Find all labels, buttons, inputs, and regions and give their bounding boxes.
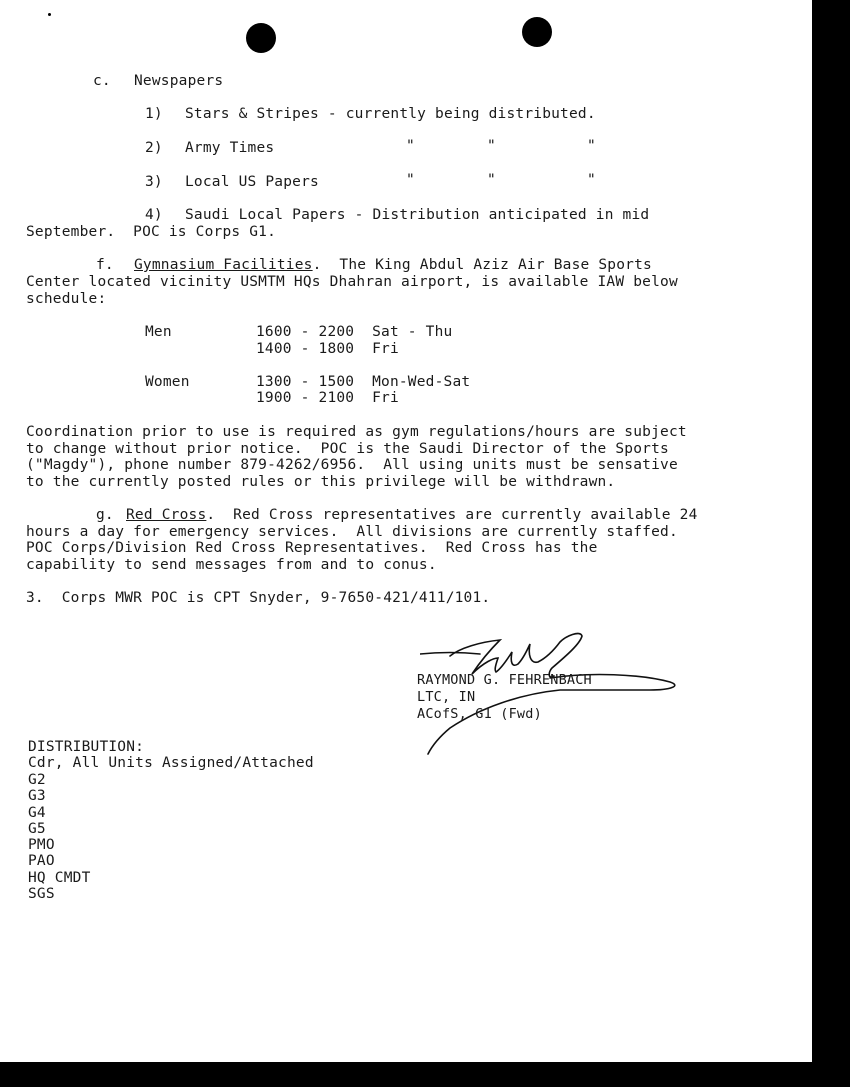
item-c2-text: Army Times <box>185 140 275 156</box>
distribution-entry: G3 <box>28 788 46 804</box>
item-f-line2: Center located vicinity USMTM HQs Dhahran airport, is available IAW below <box>26 274 678 290</box>
item-c1-number: 1) <box>145 106 163 122</box>
item-c2-number: 2) <box>145 140 163 156</box>
ditto-mark: " <box>406 138 415 154</box>
schedule-women-row1: 1300 - 1500 Mon-Wed-Sat <box>256 374 471 390</box>
item-g-line1 <box>126 507 698 523</box>
signer-name: RAYMOND G. FEHRENBACH <box>417 672 592 688</box>
distribution-entry: PMO <box>28 837 55 853</box>
paragraph-3: 3. Corps MWR POC is CPT Snyder, 9-7650-421/411/101. <box>26 590 491 606</box>
item-f-label: f. <box>96 257 114 273</box>
item-c4-line2: September. POC is Corps G1. <box>26 224 277 240</box>
distribution-entry: G2 <box>28 772 46 788</box>
ditto-mark: " <box>587 172 596 188</box>
coordination-line2: to change without prior notice. POC is the Saudi Director of the Sports <box>26 441 669 457</box>
distribution-entry: HQ CMDT <box>28 870 91 886</box>
signer-office: ACofS, G1 (Fwd) <box>417 706 542 722</box>
scan-edge-right <box>812 0 850 1087</box>
item-c3-number: 3) <box>145 174 163 190</box>
item-g-line3: POC Corps/Division Red Cross Representatives. Red Cross has the <box>26 540 598 556</box>
schedule-women-row2: 1900 - 2100 Fri <box>256 390 399 406</box>
distribution-entry: G5 <box>28 821 46 837</box>
distribution-heading: DISTRIBUTION: <box>28 739 145 755</box>
schedule-men-label: Men <box>145 324 172 340</box>
coordination-line3: ("Magdy"), phone number 879-4262/6956. All using units must be sensative <box>26 457 678 473</box>
punch-hole-right <box>522 17 552 47</box>
item-f-line3: schedule: <box>26 291 107 307</box>
distribution-entry: PAO <box>28 853 55 869</box>
distribution-entry: SGS <box>28 886 55 902</box>
item-g-line2: hours a day for emergency services. All divisions are currently staffed. <box>26 524 678 540</box>
ditto-mark: " <box>587 138 596 154</box>
item-g-label: g. <box>96 507 114 523</box>
schedule-women-label: Women <box>145 374 190 390</box>
ditto-mark: " <box>406 172 415 188</box>
distribution-entry: G4 <box>28 805 46 821</box>
item-c1-text: Stars & Stripes - currently being distributed. <box>185 106 596 122</box>
coordination-line1: Coordination prior to use is required as gym regulations/hours are subject <box>26 424 687 440</box>
ditto-mark: " <box>487 138 496 154</box>
signer-rank: LTC, IN <box>417 689 476 705</box>
distribution-entry: Cdr, All Units Assigned/Attached <box>28 755 314 771</box>
item-c3-text: Local US Papers <box>185 174 319 190</box>
item-c-title: Newspapers <box>134 73 224 89</box>
item-c4-line1: Saudi Local Papers - Distribution anticipated in mid <box>185 207 650 223</box>
item-g-line1-rest: . Red Cross representatives are currently available 24 <box>206 507 698 523</box>
coordination-line4: to the currently posted rules or this privilege will be withdrawn. <box>26 474 616 490</box>
scan-edge-bottom <box>0 1062 850 1087</box>
schedule-men-row1: 1600 - 2200 Sat - Thu <box>256 324 453 340</box>
ditto-mark: " <box>487 172 496 188</box>
item-f-title: Gymnasium Facilities <box>134 257 313 273</box>
item-f-line1-rest: . The King Abdul Aziz Air Base Sports <box>312 257 652 273</box>
item-c4-number: 4) <box>145 207 163 223</box>
schedule-men-row2: 1400 - 1800 Fri <box>256 341 399 357</box>
item-g-title: Red Cross <box>126 507 207 523</box>
item-g-line4: capability to send messages from and to conus. <box>26 557 437 573</box>
punch-hole-left <box>246 23 276 53</box>
item-f-line1 <box>134 257 652 273</box>
item-c-label: c. <box>93 73 111 89</box>
scan-speck <box>48 13 51 16</box>
